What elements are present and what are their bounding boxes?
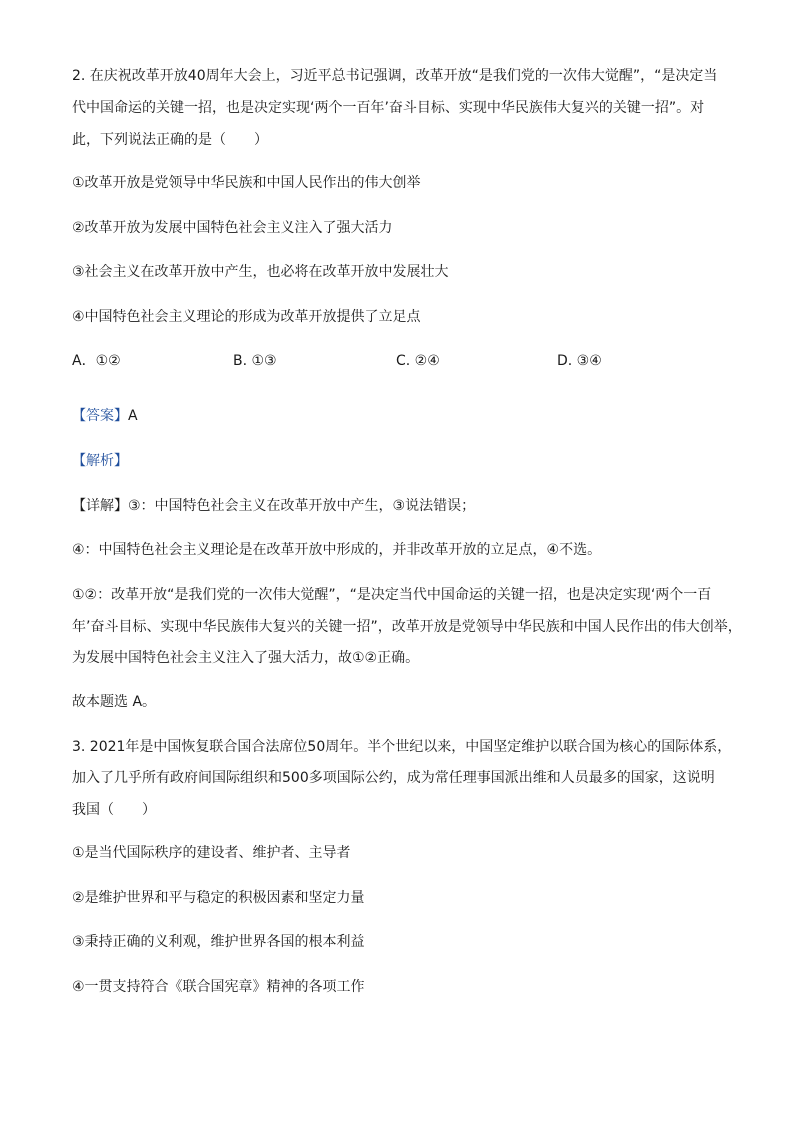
q2-stem-line-3: 此，下列说法正确的是（ ） — [72, 132, 268, 148]
q2-detail-para-line-3: 为发展中国特色社会主义注入了强大活力，故①②正确。 — [72, 650, 420, 666]
q2-stem-line-1: 2. 在庆祝改革开放40周年大会上，习近平总书记强调，改革开放“是我们党的一次伟大觉醒”，“是决定当 — [72, 68, 718, 84]
answer-tag: 【答案】 — [72, 408, 128, 424]
q2-detail-line-1 — [72, 496, 475, 516]
q2-detail-para-line-2: 年’奋斗目标、实现中华民族伟大复兴的关键一招”，改革开放是党领导中华民族和中国人民作出的伟大创举， — [72, 619, 742, 635]
q2-answer — [72, 406, 138, 426]
q2-stem-line-2: 代中国命运的关键一招，也是决定实现‘两个一百年’奋斗目标、实现中华民族伟大复兴的关键一招”。对 — [72, 100, 705, 116]
q2-option-d: D. ③④ — [557, 353, 602, 369]
q2-option-b: B. ①③ — [233, 353, 277, 369]
q2-detail-line-2: ④：中国特色社会主义理论是在改革开放中形成的，并非改革开放的立足点，④不选。 — [72, 542, 602, 558]
answer-value: A — [128, 408, 138, 424]
q2-analysis — [72, 451, 128, 471]
q2-statement-1: ①改革开放是党领导中华民族和中国人民作出的伟大创举 — [72, 175, 421, 191]
q3-stem-line-2: 加入了几乎所有政府间国际组织和500多项国际公约，成为常任理事国派出维和人员最多的国家，这说明 — [72, 770, 715, 786]
q3-stem-line-3: 我国（ ） — [72, 802, 156, 818]
q2-statement-2: ②改革开放为发展中国特色社会主义注入了强大活力 — [72, 220, 393, 236]
q2-detail-para-line-1: ①②：改革开放“是我们党的一次伟大觉醒”，“是决定当代中国命运的关键一招，也是决定实现‘两个一百 — [72, 587, 712, 603]
detail-text-1: ③：中国特色社会主义在改革开放中产生，③说法错误； — [128, 498, 476, 514]
q3-statement-1: ①是当代国际秩序的建设者、维护者、主导者 — [72, 845, 351, 861]
q3-stem-line-1: 3. 2021年是中国恢复联合国合法席位50周年。半个世纪以来，中国坚定维护以联合国为核心的国际体系， — [72, 739, 732, 755]
q2-statement-3: ③社会主义在改革开放中产生，也必将在改革开放中发展壮大 — [72, 264, 449, 280]
q3-statement-2: ②是维护世界和平与稳定的积极因素和坚定力量 — [72, 890, 365, 906]
q2-conclusion: 故本题选 A。 — [72, 694, 157, 710]
q2-option-c: C. ②④ — [396, 353, 440, 369]
q2-statement-4: ④中国特色社会主义理论的形成为改革开放提供了立足点 — [72, 309, 421, 325]
detail-tag: 【详解】 — [72, 498, 128, 514]
q3-statement-4: ④一贯支持符合《联合国宪章》精神的各项工作 — [72, 979, 365, 995]
q3-statement-3: ③秉持正确的义利观，维护世界各国的根本利益 — [72, 934, 365, 950]
analysis-tag: 【解析】 — [72, 453, 128, 469]
q2-option-a: A．①② — [72, 353, 121, 369]
